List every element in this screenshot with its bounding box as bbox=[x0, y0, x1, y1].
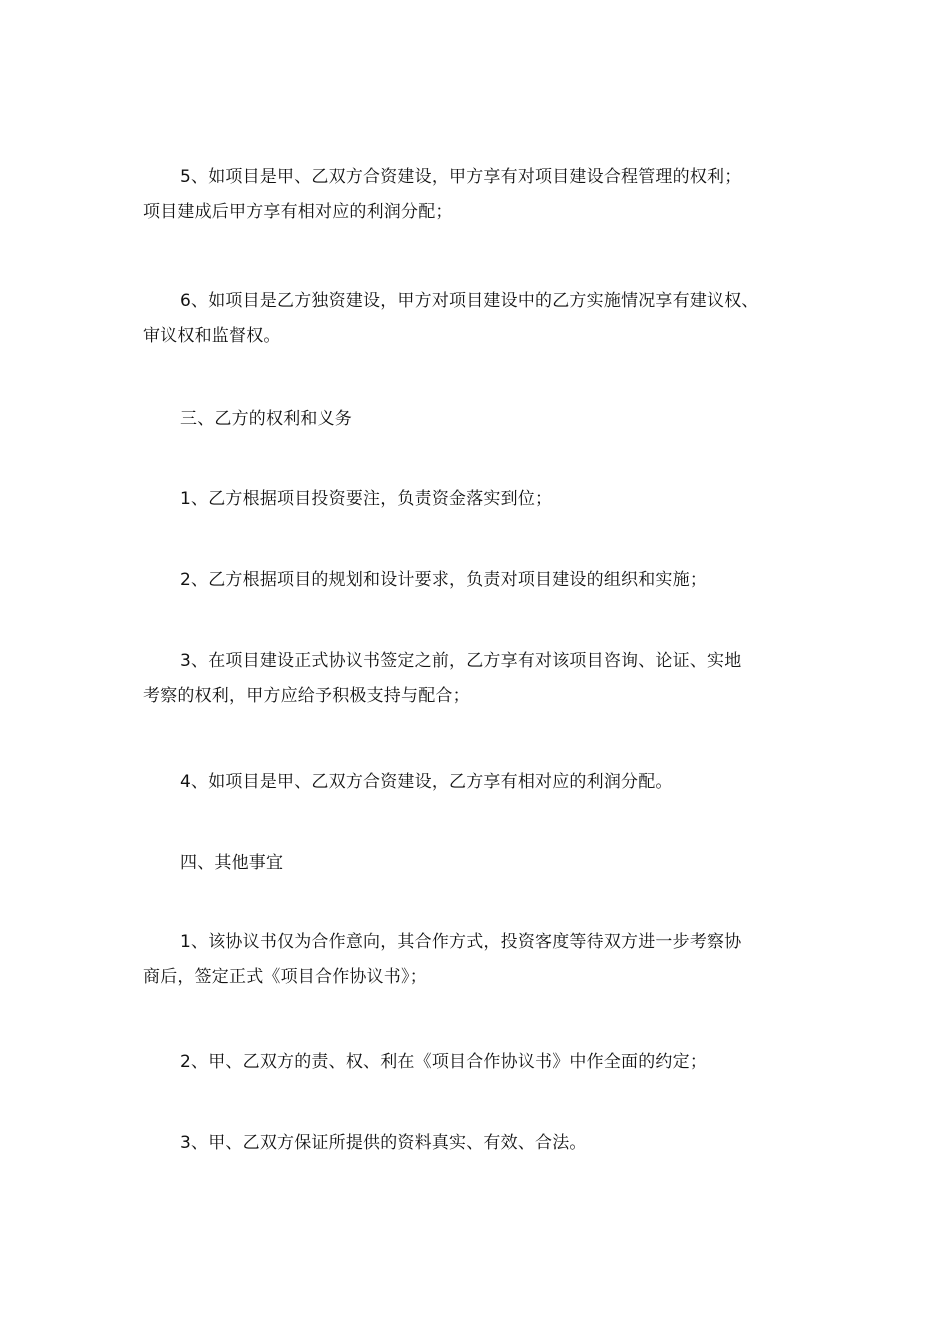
paragraph-line: 1、乙方根据项目投资要注，负责资金落实到位； bbox=[180, 489, 553, 509]
paragraph-line: 商后，签定正式《项目合作协议书》； bbox=[143, 967, 427, 987]
paragraph-c2-responsibilities bbox=[143, 1045, 818, 1080]
paragraph-line: 2、甲、乙双方的责、权、利在《项目合作协议书》中作全面的约定； bbox=[180, 1052, 708, 1072]
paragraph-line: 审议权和监督权。 bbox=[143, 326, 281, 346]
section-heading-3 bbox=[143, 402, 818, 437]
paragraph-b2-implementation bbox=[143, 563, 818, 598]
paragraph-line: 项目建成后甲方享有相对应的利润分配； bbox=[143, 202, 453, 222]
paragraph-c3-guarantee bbox=[143, 1126, 818, 1161]
paragraph-line: 3、甲、乙双方保证所提供的资料真实、有效、合法。 bbox=[180, 1133, 587, 1153]
section-heading-text: 四、其他事宜 bbox=[180, 853, 284, 873]
paragraph-b1-funding bbox=[143, 482, 818, 517]
paragraph-line: 4、如项目是甲、乙双方合资建设，乙方享有相对应的利润分配。 bbox=[180, 772, 673, 792]
paragraph-b4-profit bbox=[143, 765, 818, 800]
paragraph-c1-intent bbox=[143, 925, 818, 995]
paragraph-line: 3、在项目建设正式协议书签定之前，乙方享有对该项目咨询、论证、实地 bbox=[180, 651, 742, 671]
paragraph-line: 2、乙方根据项目的规划和设计要求，负责对项目建设的组织和实施； bbox=[180, 570, 708, 590]
section-heading-text: 三、乙方的权利和义务 bbox=[180, 409, 352, 429]
paragraph-5-jointly-built-rights bbox=[143, 160, 818, 230]
paragraph-line: 5、如项目是甲、乙双方合资建设，甲方享有对项目建设合程管理的权利； bbox=[180, 167, 742, 187]
paragraph-6-solely-built-rights bbox=[143, 284, 818, 354]
paragraph-line: 1、该协议书仅为合作意向，其合作方式，投资客度等待双方进一步考察协 bbox=[180, 932, 742, 952]
paragraph-line: 6、如项目是乙方独资建设，甲方对项目建设中的乙方实施情况享有建议权、 bbox=[180, 291, 759, 311]
paragraph-b3-investigation bbox=[143, 644, 818, 714]
section-heading-4 bbox=[143, 846, 818, 881]
paragraph-line: 考察的权利，甲方应给予积极支持与配合； bbox=[143, 686, 470, 706]
